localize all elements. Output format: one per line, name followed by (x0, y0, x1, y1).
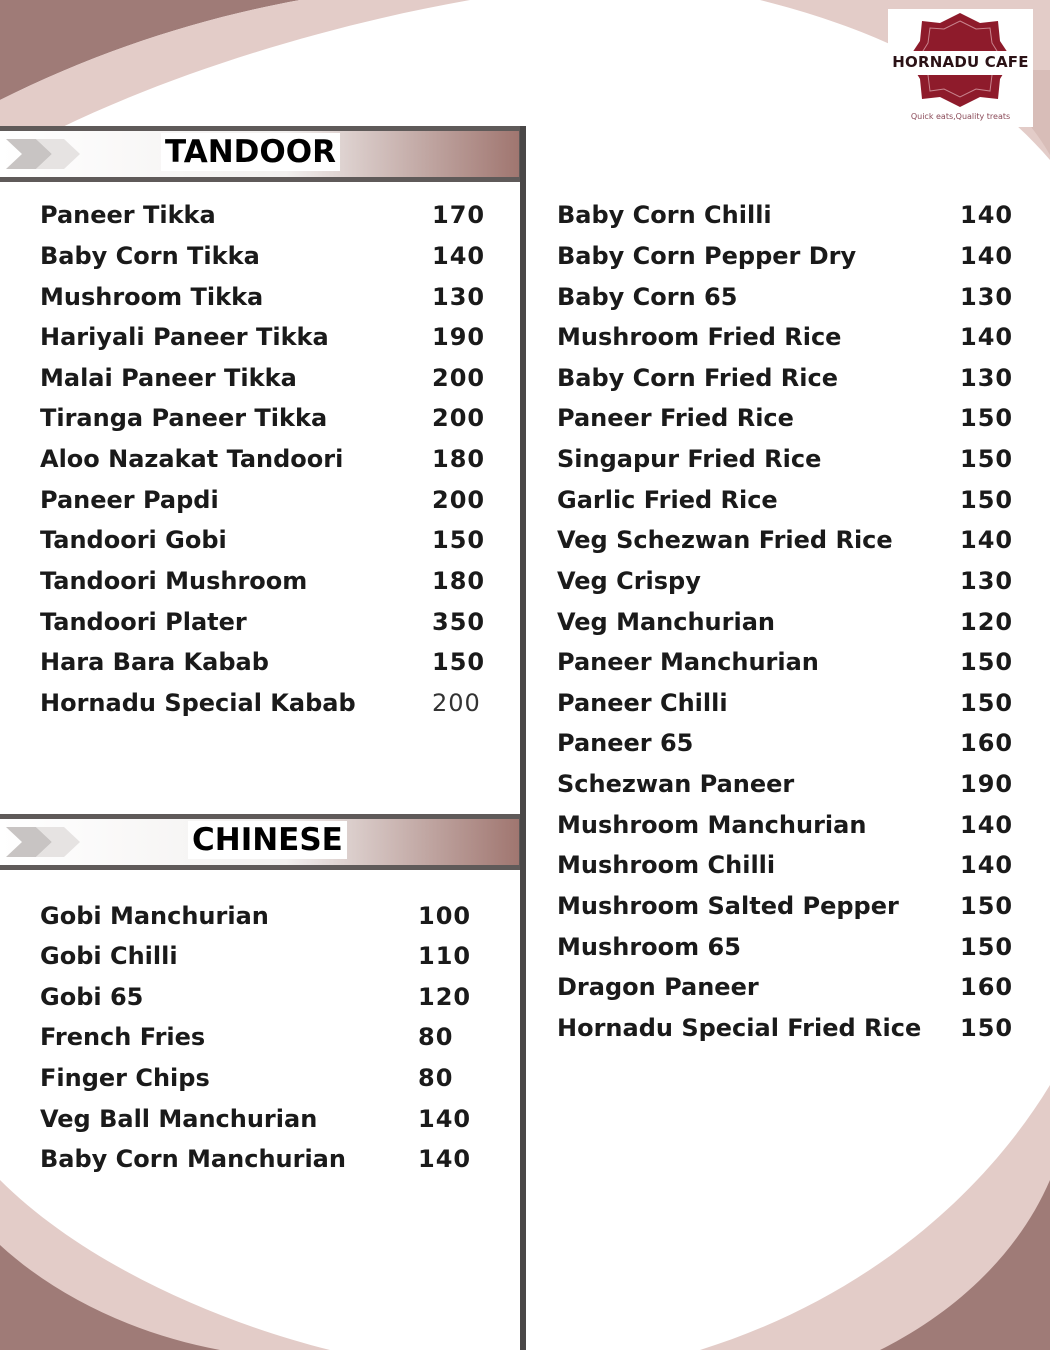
menu-item-name: Gobi Manchurian (40, 902, 269, 930)
menu-item-name: Veg Crispy (557, 567, 701, 595)
menu-item-price: 200 (432, 689, 481, 717)
menu-item-price: 140 (960, 242, 1014, 270)
chevron-arrows-icon (6, 137, 86, 171)
menu-item-name: Veg Manchurian (557, 608, 775, 636)
menu-item-price: 150 (960, 404, 1014, 432)
menu-item-name: Paneer 65 (557, 729, 694, 757)
menu-item-price: 140 (960, 851, 1014, 879)
menu-item-name: Hara Bara Kabab (40, 648, 269, 676)
menu-item-price: 140 (418, 1145, 472, 1173)
tandoor-header-bar (0, 126, 524, 182)
menu-item-price: 140 (432, 242, 486, 270)
menu-item-name: Veg Schezwan Fried Rice (557, 526, 893, 554)
menu-item-price: 160 (960, 729, 1014, 757)
menu-item-price: 150 (960, 892, 1014, 920)
brand-name: HORNADU CAFE (892, 53, 1029, 71)
menu-item-price: 130 (432, 283, 486, 311)
menu-item-price: 170 (432, 201, 486, 229)
menu-item-name: Baby Corn Fried Rice (557, 364, 838, 392)
menu-item-price: 150 (960, 486, 1014, 514)
menu-item-price: 140 (960, 201, 1014, 229)
menu-item-name: French Fries (40, 1023, 206, 1051)
menu-item-name: Mushroom Fried Rice (557, 323, 842, 351)
menu-item-price: 150 (960, 689, 1014, 717)
cafe-logo (888, 9, 1033, 127)
menu-item-price: 200 (432, 486, 486, 514)
menu-item-name: Mushroom Manchurian (557, 811, 867, 839)
menu-item-name: Gobi Chilli (40, 942, 178, 970)
menu-item-price: 200 (432, 404, 486, 432)
menu-item-price: 80 (418, 1064, 454, 1092)
menu-item-price: 180 (432, 567, 486, 595)
menu-item-price: 150 (960, 445, 1014, 473)
menu-item-name: Singapur Fried Rice (557, 445, 822, 473)
chinese-header-bar (0, 814, 524, 870)
menu-item-name: Paneer Fried Rice (557, 404, 794, 432)
menu-item-name: Tandoori Plater (40, 608, 247, 636)
menu-item-price: 120 (960, 608, 1014, 636)
section-title-tandoor: TANDOOR (161, 133, 340, 171)
menu-item-price: 150 (960, 648, 1014, 676)
menu-item-name: Gobi 65 (40, 983, 144, 1011)
menu-item-name: Tandoori Mushroom (40, 567, 308, 595)
menu-item-price: 190 (960, 770, 1014, 798)
menu-item-price: 350 (432, 608, 486, 636)
menu-item-name: Dragon Paneer (557, 973, 759, 1001)
menu-item-name: Hornadu Special Kabab (40, 689, 356, 717)
menu-item-name: Hariyali Paneer Tikka (40, 323, 329, 351)
menu-item-name: Tandoori Gobi (40, 526, 227, 554)
menu-item-price: 140 (960, 526, 1014, 554)
section-title-chinese: CHINESE (188, 821, 347, 859)
menu-item-price: 140 (418, 1105, 472, 1133)
menu-item-name: Baby Corn Manchurian (40, 1145, 346, 1173)
menu-item-price: 80 (418, 1023, 454, 1051)
menu-item-price: 150 (960, 1014, 1014, 1042)
menu-item-name: Paneer Tikka (40, 201, 216, 229)
menu-item-name: Mushroom Chilli (557, 851, 776, 879)
menu-item-price: 150 (432, 526, 486, 554)
menu-item-name: Baby Corn 65 (557, 283, 738, 311)
menu-item-price: 130 (960, 283, 1014, 311)
menu-item-name: Mushroom 65 (557, 933, 741, 961)
column-divider (520, 126, 526, 1350)
menu-item-name: Veg Ball Manchurian (40, 1105, 318, 1133)
menu-item-price: 180 (432, 445, 486, 473)
chevron-arrows-icon (6, 825, 86, 859)
menu-item-price: 140 (960, 323, 1014, 351)
menu-item-price: 100 (418, 902, 472, 930)
menu-item-name: Baby Corn Pepper Dry (557, 242, 857, 270)
menu-item-price: 120 (418, 983, 472, 1011)
menu-item-name: Hornadu Special Fried Rice (557, 1014, 922, 1042)
menu-item-name: Baby Corn Chilli (557, 201, 772, 229)
menu-item-price: 140 (960, 811, 1014, 839)
menu-item-name: Schezwan Paneer (557, 770, 795, 798)
menu-item-price: 150 (432, 648, 486, 676)
menu-item-price: 190 (432, 323, 486, 351)
menu-item-price: 150 (960, 933, 1014, 961)
menu-item-name: Aloo Nazakat Tandoori (40, 445, 344, 473)
menu-item-name: Baby Corn Tikka (40, 242, 260, 270)
menu-item-price: 130 (960, 364, 1014, 392)
menu-item-name: Paneer Papdi (40, 486, 219, 514)
menu-item-price: 160 (960, 973, 1014, 1001)
brand-tagline: Quick eats,Quality treats (910, 112, 1011, 121)
menu-item-name: Paneer Chilli (557, 689, 728, 717)
menu-item-name: Finger Chips (40, 1064, 210, 1092)
menu-item-price: 200 (432, 364, 486, 392)
menu-item-price: 110 (418, 942, 472, 970)
menu-item-price: 130 (960, 567, 1014, 595)
menu-item-name: Tiranga Paneer Tikka (40, 404, 328, 432)
menu-item-name: Garlic Fried Rice (557, 486, 778, 514)
menu-item-name: Paneer Manchurian (557, 648, 819, 676)
menu-item-name: Malai Paneer Tikka (40, 364, 297, 392)
menu-item-name: Mushroom Salted Pepper (557, 892, 899, 920)
menu-item-name: Mushroom Tikka (40, 283, 264, 311)
